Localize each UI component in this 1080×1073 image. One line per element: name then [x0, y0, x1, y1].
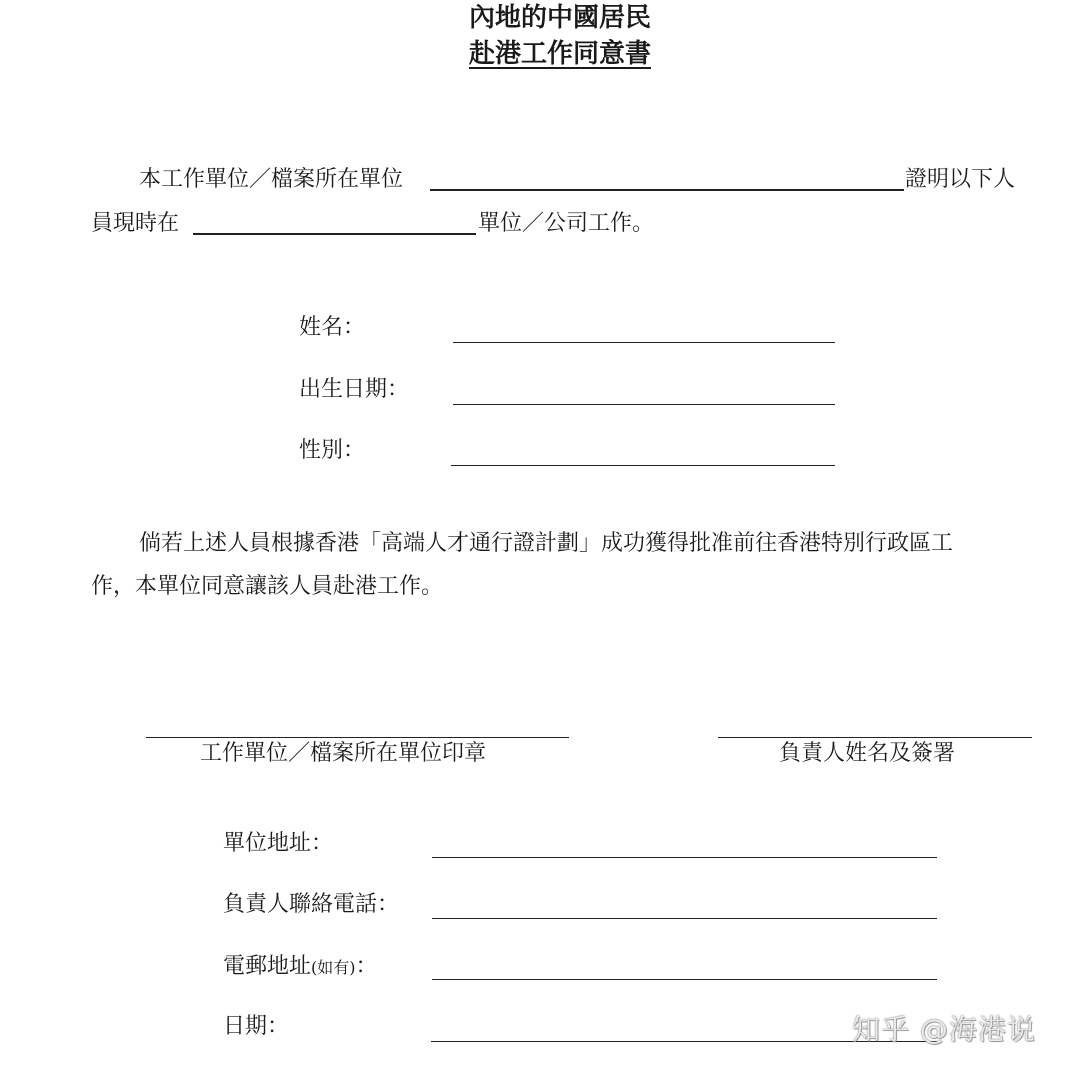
email-label: 電郵地址: [223, 954, 312, 979]
address-label: 單位地址：: [223, 831, 334, 856]
current-employer-blank: [193, 233, 476, 235]
para1-line2-trail: 單位／公司工作。: [478, 211, 655, 236]
gender-label: 性別：: [299, 438, 366, 463]
email-label-group: [223, 953, 378, 982]
dob-label: 出生日期：: [299, 377, 410, 402]
employer-name-blank: [430, 189, 904, 191]
email-blank: [432, 979, 937, 980]
zhihu-watermark: [852, 1008, 1036, 1048]
seal-label: 工作單位／檔案所在單位印章: [200, 741, 487, 766]
para1-lead: 本工作單位／檔案所在單位: [139, 167, 404, 192]
date-label: 日期：: [223, 1014, 290, 1039]
para2-line1: 倘若上述人員根據香港「高端人才通行證計劃」成功獲得批准前往香港特別行政區工: [139, 531, 954, 556]
name-blank: [453, 342, 835, 343]
signer-line: [718, 737, 1032, 738]
phone-blank: [432, 918, 937, 919]
para2-line2: 作，本單位同意讓該人員赴港工作。: [91, 574, 444, 599]
document-title: 內地的中國居民: [468, 3, 651, 33]
para1-line2-lead: 員現時在: [91, 211, 180, 236]
gender-blank: [451, 465, 835, 466]
seal-line: [146, 737, 569, 738]
name-label: 姓名：: [299, 315, 366, 340]
signer-label: 負責人姓名及簽署: [779, 741, 956, 766]
para1-trail: 證明以下人: [905, 167, 1016, 192]
phone-label: 負責人聯絡電話：: [223, 892, 400, 917]
dob-blank: [453, 404, 835, 405]
document-subtitle: 赴港工作同意書: [468, 39, 651, 69]
address-blank: [432, 857, 937, 858]
watermark-text: 知乎 @海港说: [852, 1013, 1036, 1046]
email-optional-note: (如有): [311, 958, 356, 977]
email-colon: ：: [355, 954, 378, 979]
